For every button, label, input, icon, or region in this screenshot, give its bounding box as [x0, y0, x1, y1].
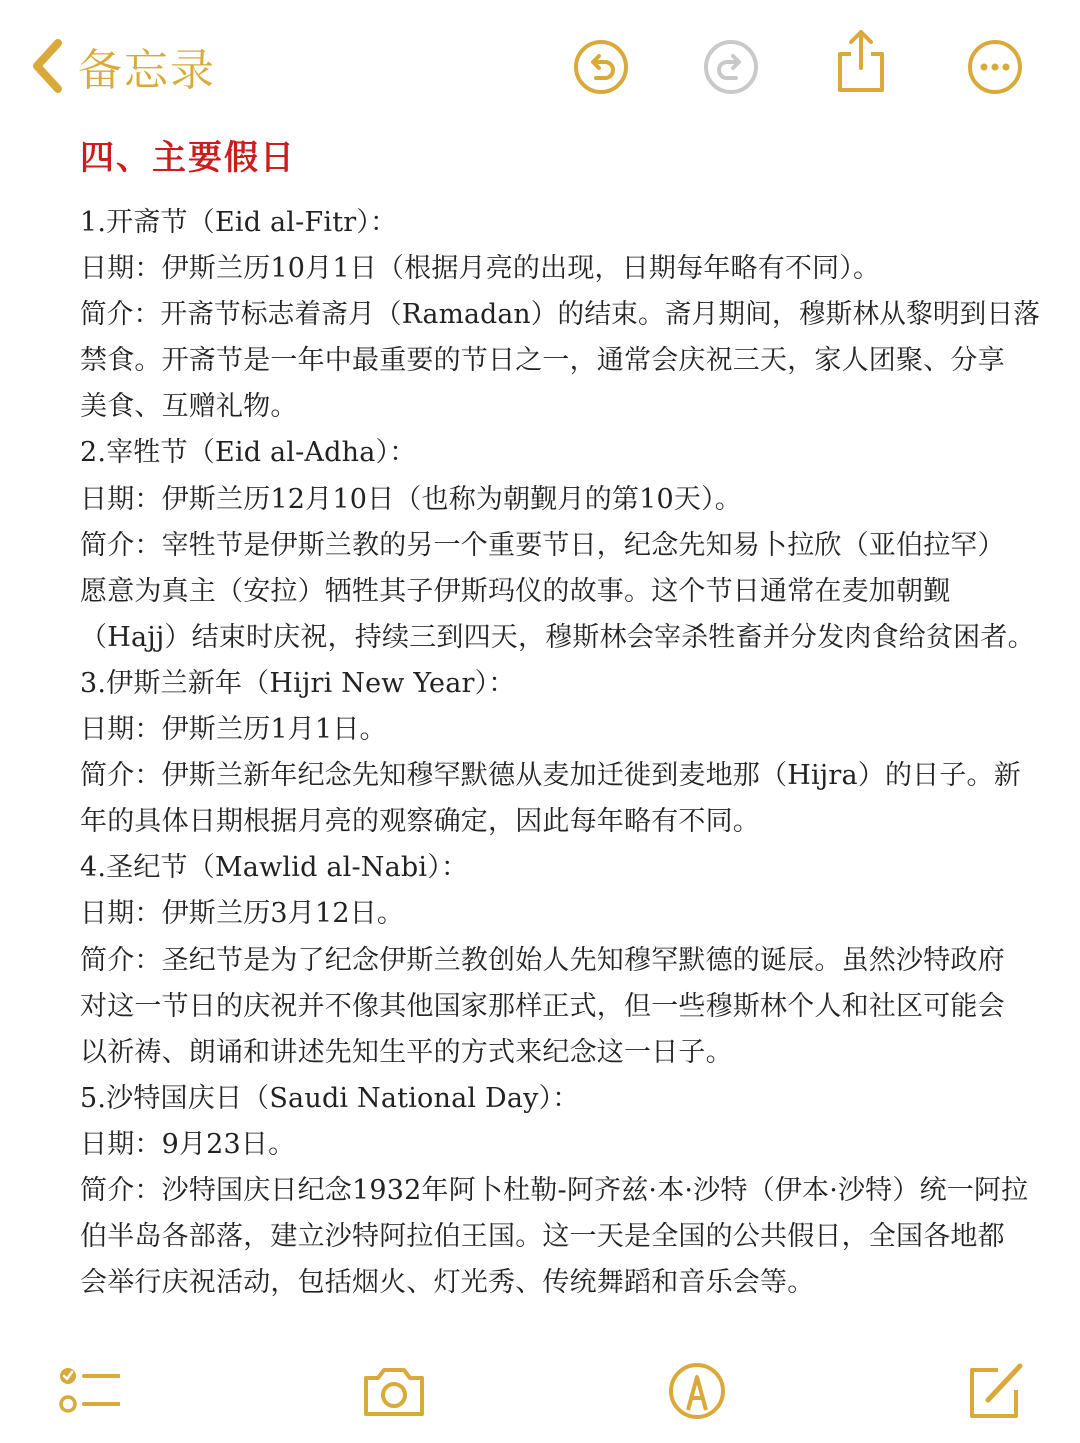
- camera-icon[interactable]: [360, 1360, 428, 1422]
- back-chevron-icon: [30, 38, 64, 94]
- note-line: 美食、互赠礼物。: [80, 391, 298, 423]
- undo-icon[interactable]: [572, 38, 630, 96]
- redo-icon[interactable]: [702, 38, 760, 96]
- note-line: 3.伊斯兰新年（Hijri New Year）：: [80, 667, 516, 699]
- note-line: 1.开斋节（Eid al-Fitr）：: [80, 207, 398, 238]
- note-line: 4.圣纪节（Mawlid al-Nabi）：: [80, 852, 469, 884]
- note-line: 以祈祷、朗诵和讲述先知生平的方式来纪念这一日子。: [80, 1036, 733, 1068]
- note-line: 2.宰牲节（Eid al-Adha）：: [80, 437, 417, 469]
- bottom-toolbar: [0, 1350, 1080, 1443]
- markup-pen-icon[interactable]: [666, 1360, 728, 1422]
- note-line: 简介：沙特国庆日纪念1932年阿卜杜勒-阿齐兹·本·沙特（伊本·沙特）统一阿拉: [80, 1174, 1029, 1206]
- note-line: 简介：宰牲节是伊斯兰教的另一个重要节日，纪念先知易卜拉欣（亚伯拉罕）: [80, 529, 1005, 561]
- note-line: （Hajj）结束时庆祝，持续三到四天，穆斯林会宰杀牲畜并分发肉食给贫困者。: [80, 621, 1035, 653]
- note-title: 四、主要假日: [80, 138, 296, 178]
- note-line: 日期：9月23日。: [80, 1128, 296, 1160]
- note-line: 5.沙特国庆日（Saudi National Day）：: [80, 1082, 580, 1114]
- note-line: 日期：伊斯兰历3月12日。: [80, 898, 405, 930]
- back-button-label: 备忘录: [78, 45, 216, 96]
- note-line: 日期：伊斯兰历1月1日。: [80, 714, 387, 746]
- compose-icon[interactable]: [964, 1360, 1026, 1422]
- note-line: 年的具体日期根据月亮的观察确定，因此每年略有不同。: [80, 806, 760, 838]
- note-line: 日期：伊斯兰历12月10日（也称为朝觐月的第10天）。: [80, 483, 742, 515]
- back-button[interactable]: [30, 36, 216, 96]
- more-icon[interactable]: [966, 38, 1024, 96]
- note-line: 简介：伊斯兰新年纪念先知穆罕默德从麦加迁徙到麦地那（Hijra）的日子。新: [80, 760, 1021, 792]
- note-line: 简介：开斋节标志着斋月（Ramadan）的结束。斋月期间，穆斯林从黎明到日落: [80, 299, 1041, 331]
- note-line: 会举行庆祝活动，包括烟火、灯光秀、传统舞蹈和音乐会等。: [80, 1267, 815, 1299]
- note-body[interactable]: [80, 200, 1041, 1306]
- note-line: 禁食。开斋节是一年中最重要的节日之一，通常会庆祝三天，家人团聚、分享: [80, 345, 1005, 377]
- note-line: 日期：伊斯兰历10月1日（根据月亮的出现，日期每年略有不同）。: [80, 253, 881, 285]
- navigation-bar: [0, 0, 1080, 130]
- note-line: 伯半岛各部落，建立沙特阿拉伯王国。这一天是全国的公共假日，全国各地都: [80, 1221, 1005, 1253]
- note-line: 对这一节日的庆祝并不像其他国家那样正式，但一些穆斯林个人和社区可能会: [80, 990, 1005, 1022]
- note-line: 简介：圣纪节是为了纪念伊斯兰教创始人先知穆罕默德的诞辰。虽然沙特政府: [80, 944, 1005, 976]
- note-line: 愿意为真主（安拉）牺牲其子伊斯玛仪的故事。这个节日通常在麦加朝觐: [80, 575, 951, 607]
- share-icon[interactable]: [832, 28, 890, 94]
- checklist-icon[interactable]: [58, 1360, 120, 1422]
